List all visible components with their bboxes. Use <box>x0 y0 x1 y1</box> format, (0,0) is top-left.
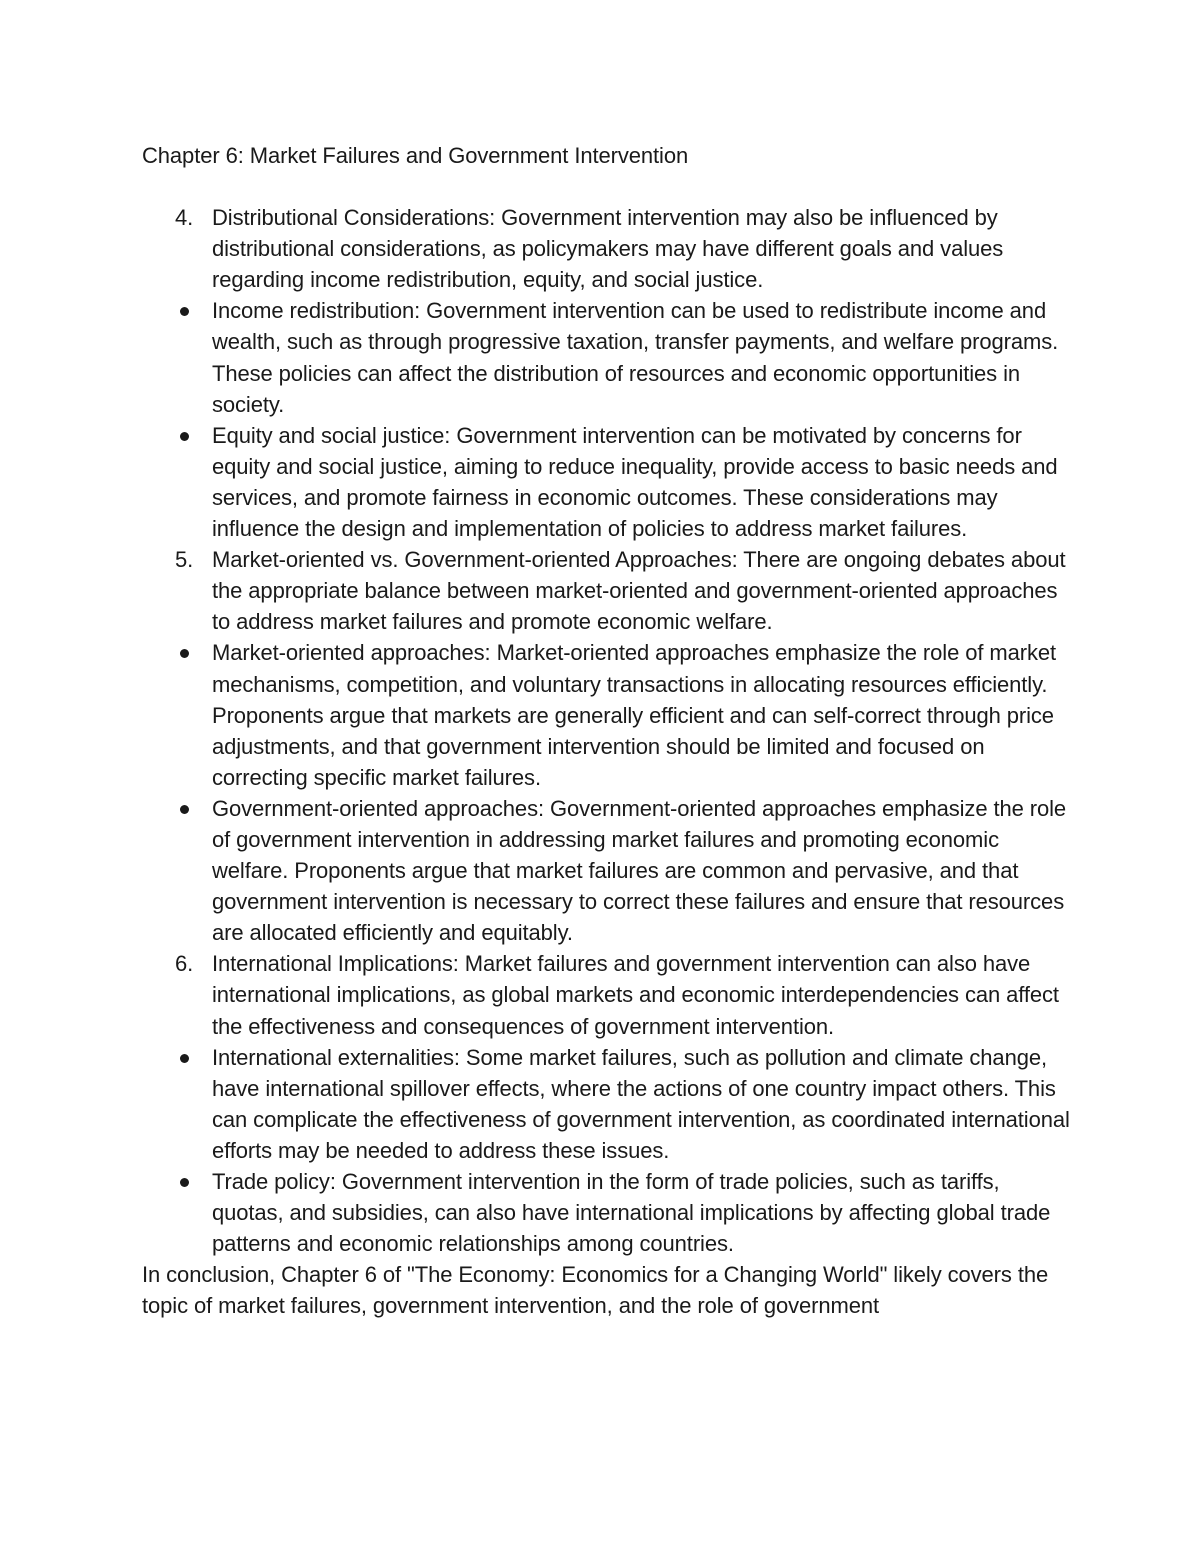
list-item-text: Equity and social justice: Government intervention can be motivated by concerns for equity and social justice, aiming to reduce inequality, provide access to basic needs and services, and promote fairness in economic outcomes. These considerations may influence the design and implementation of policies to address market failures. <box>212 422 1058 542</box>
list-number: 4. <box>175 205 194 231</box>
list-item-text: Government-oriented approaches: Government-oriented approaches emphasize the role of government intervention in addressing market failures and promoting economic welfare. Proponents argue that market failures are common and pervasive, and that government intervention is necessary to correct these failures and ensure that resources are allocated efficiently and equitably. <box>212 795 1067 946</box>
bullet-icon <box>180 805 189 814</box>
list-item-text: Market-oriented vs. Government-oriented Approaches: There are ongoing debates about the appropriate balance between market-oriented and government-oriented approaches to address market failures and promote economic welfare. <box>212 547 1066 635</box>
content-list <box>142 202 1072 1259</box>
list-item <box>142 544 1072 637</box>
list-item <box>142 1166 1072 1259</box>
list-item <box>142 295 1072 419</box>
list-item-text: Distributional Considerations: Government intervention may also be influenced by distributional considerations, as policymakers may have different goals and values regarding income redistribution, equity, and social justice. <box>212 205 1004 293</box>
page-title: Chapter 6: Market Failures and Government Intervention <box>142 143 689 168</box>
bullet-icon <box>180 649 189 658</box>
list-number: 5. <box>175 547 194 573</box>
list-item-text: Market-oriented approaches: Market-oriented approaches emphasize the role of market mechanisms, competition, and voluntary transactions in allocating resources efficiently. Proponents argue that markets are generally efficient and can self-correct through price adjustments, and that government intervention should be limited and focused on correcting specific market failures. <box>212 640 1057 790</box>
list-item-text: International Implications: Market failures and government intervention can also have international implications, as global markets and economic interdependencies can affect the effectiveness and consequences of government intervention. <box>212 951 1059 1039</box>
list-item <box>142 420 1072 544</box>
list-item <box>142 793 1072 948</box>
list-item <box>142 637 1072 792</box>
bullet-icon <box>180 307 189 316</box>
document-body <box>142 140 1072 1321</box>
list-item <box>142 948 1072 1041</box>
list-item-text: International externalities: Some market failures, such as pollution and climate change, have international spillover effects, where the actions of one country impact others. This can complicate the effectiveness of government intervention, as coordinated international efforts may be needed to address these issues. <box>212 1044 1070 1163</box>
list-item-text: Income redistribution: Government intervention can be used to redistribute income and wealth, such as through progressive taxation, transfer payments, and welfare programs. These policies can affect the distribution of resources and economic opportunities in society. <box>212 298 1059 417</box>
conclusion-paragraph: In conclusion, Chapter 6 of "The Economy: Economics for a Changing World" likely covers the topic of market failures, government intervention, and the role of government <box>142 1262 1049 1319</box>
bullet-icon <box>180 432 189 441</box>
bullet-icon <box>180 1054 189 1063</box>
list-number: 6. <box>175 951 194 977</box>
list-item <box>142 1042 1072 1166</box>
bullet-icon <box>180 1178 189 1187</box>
list-item <box>142 202 1072 295</box>
list-item-text: Trade policy: Government intervention in the form of trade policies, such as tariffs, quotas, and subsidies, can also have international implications by affecting global trade patterns and economic relationships among countries. <box>212 1169 1051 1257</box>
